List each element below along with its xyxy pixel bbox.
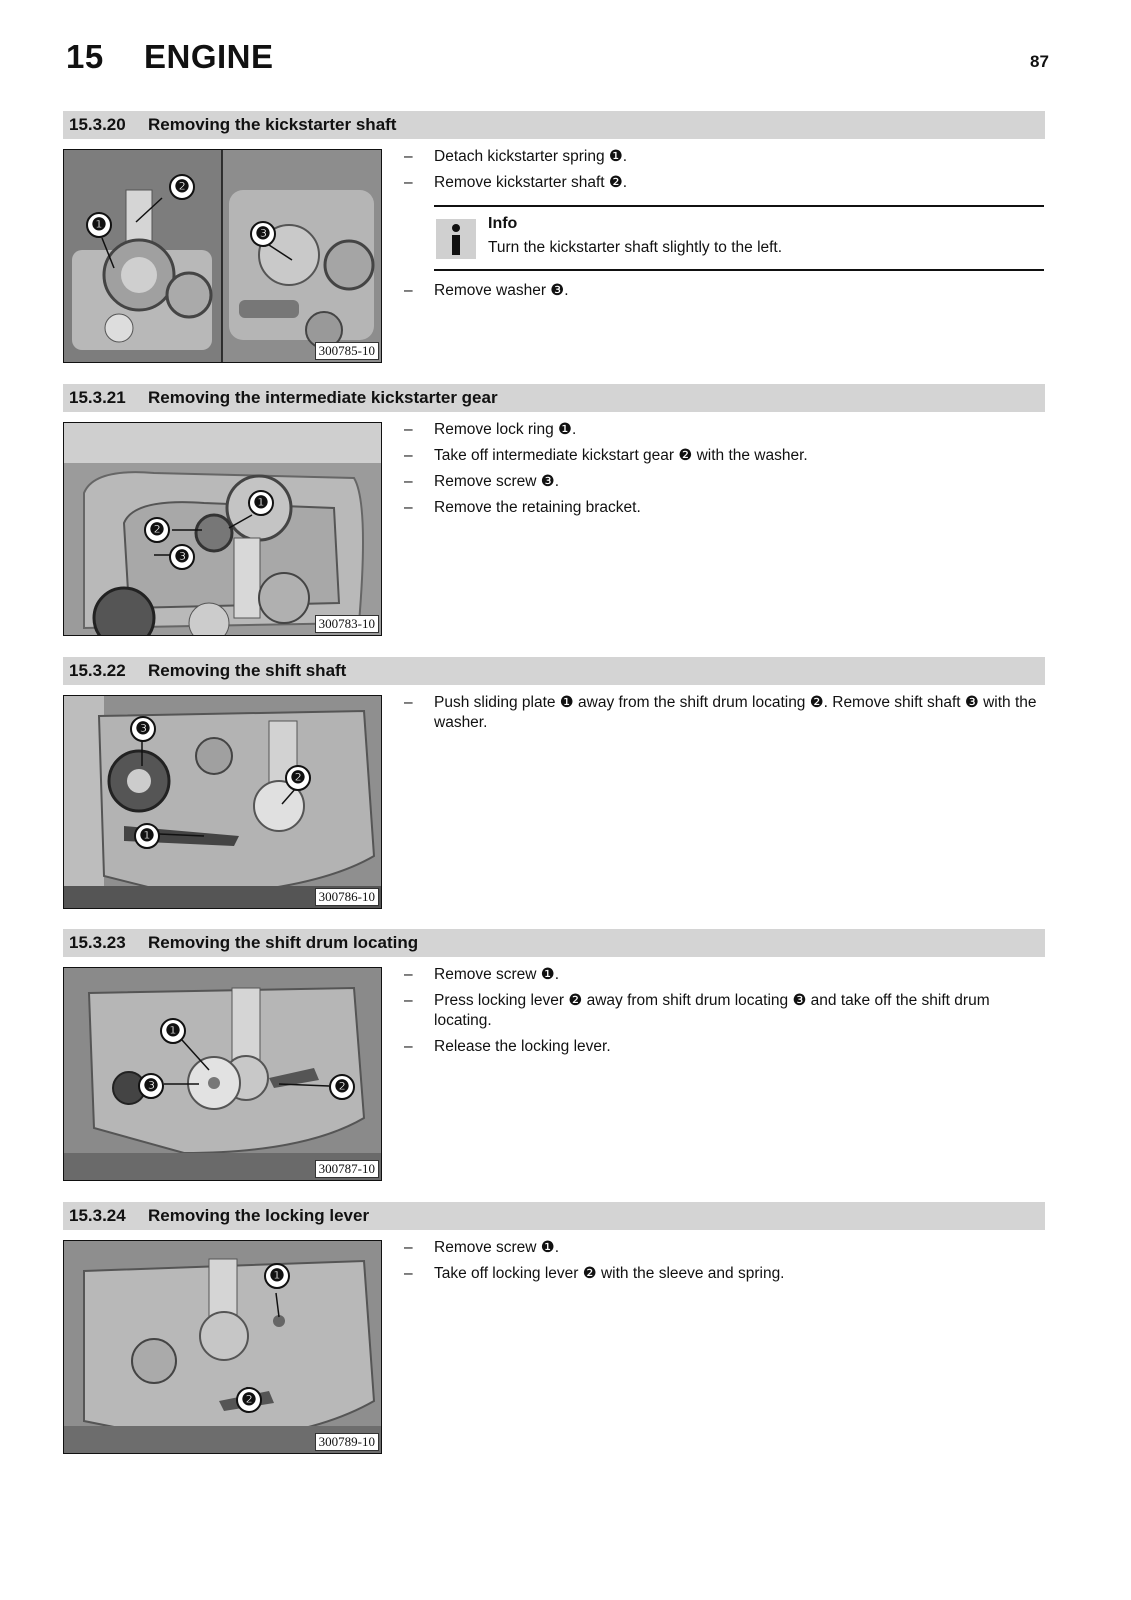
step-item: – Remove screw ❸.	[404, 473, 560, 490]
step-list	[404, 147, 1044, 307]
section-heading	[63, 111, 1045, 139]
section-number: 15.3.22	[69, 661, 126, 680]
callout-2: ❷	[144, 517, 170, 543]
engine-photo	[63, 695, 382, 909]
step-item: – Remove kickstarter shaft ❷.	[404, 174, 628, 191]
section-title: Removing the locking lever	[148, 1206, 370, 1225]
step-list	[404, 693, 1044, 739]
section-title: Removing the intermediate kickstarter gear	[148, 388, 498, 407]
photo-illustration	[64, 696, 381, 908]
callout-2: ❷	[169, 174, 195, 200]
engine-photo	[63, 422, 382, 636]
image-reference: 300789-10	[315, 1433, 379, 1451]
photo-illustration	[64, 968, 381, 1180]
step-item: – Take off locking lever ❷ with the sleeve and spring.	[404, 1265, 785, 1282]
chapter-heading	[66, 38, 274, 76]
step-list	[404, 420, 1044, 524]
step-list	[404, 965, 1044, 1063]
photo-illustration	[64, 423, 381, 635]
photo-illustration	[64, 150, 381, 362]
section-removing-intermediate-kickstarter-gear	[63, 384, 1045, 631]
section-number: 15.3.23	[69, 933, 126, 952]
info-icon	[436, 219, 476, 259]
section-heading	[63, 657, 1045, 685]
section-number: 15.3.24	[69, 1206, 126, 1225]
section-title: Removing the shift drum locating	[148, 933, 419, 952]
step-item: – Push sliding plate ❶ away from the shift drum locating ❷. Remove shift shaft ❸ with the washer.	[404, 694, 1037, 731]
section-title: Removing the shift shaft	[148, 661, 347, 680]
callout-1: ❶	[160, 1018, 186, 1044]
step-item: – Remove screw ❶.	[404, 966, 560, 983]
section-removing-shift-drum-locating	[63, 929, 1045, 1176]
step-item: – Remove lock ring ❶.	[404, 421, 577, 438]
callout-1: ❶	[134, 823, 160, 849]
section-heading	[63, 929, 1045, 957]
info-text: Turn the kickstarter shaft slightly to the left.	[488, 239, 783, 256]
step-item: – Remove screw ❶.	[404, 1239, 560, 1256]
page-number: 87	[1030, 52, 1049, 71]
callout-1: ❶	[264, 1263, 290, 1289]
section-removing-kickstarter-shaft	[63, 111, 1045, 358]
callout-2: ❷	[285, 765, 311, 791]
chapter-title: ENGINE	[144, 38, 274, 75]
callout-2: ❷	[236, 1387, 262, 1413]
callout-3: ❸	[130, 716, 156, 742]
info-title: Info	[488, 215, 518, 232]
step-item: – Detach kickstarter spring ❶.	[404, 148, 628, 165]
section-heading	[63, 1202, 1045, 1230]
step-item: – Press locking lever ❷ away from shift drum locating ❸ and take off the shift drum locating.	[404, 992, 990, 1029]
section-heading	[63, 384, 1045, 412]
photo-illustration	[64, 1241, 381, 1453]
callout-3: ❸	[169, 544, 195, 570]
image-reference: 300783-10	[315, 615, 379, 633]
engine-photo	[63, 967, 382, 1181]
step-item: – Release the locking lever.	[404, 1038, 611, 1055]
image-reference: 300787-10	[315, 1160, 379, 1178]
section-removing-shift-shaft	[63, 657, 1045, 904]
chapter-number: 15	[66, 38, 104, 75]
section-number: 15.3.21	[69, 388, 126, 407]
step-item: – Remove the retaining bracket.	[404, 499, 641, 516]
info-box	[434, 205, 1044, 271]
callout-1: ❶	[86, 212, 112, 238]
section-number: 15.3.20	[69, 115, 126, 134]
engine-photo	[63, 149, 382, 363]
callout-3: ❸	[250, 221, 276, 247]
engine-photo	[63, 1240, 382, 1454]
section-title: Removing the kickstarter shaft	[148, 115, 397, 134]
step-item: – Remove washer ❸.	[404, 282, 569, 299]
step-list	[404, 1238, 1044, 1290]
section-removing-locking-lever	[63, 1202, 1045, 1449]
callout-2: ❷	[329, 1074, 355, 1100]
callout-1: ❶	[248, 490, 274, 516]
callout-3: ❸	[138, 1073, 164, 1099]
step-item: – Take off intermediate kickstart gear ❷ with the washer.	[404, 447, 808, 464]
image-reference: 300786-10	[315, 888, 379, 906]
image-reference: 300785-10	[315, 342, 379, 360]
